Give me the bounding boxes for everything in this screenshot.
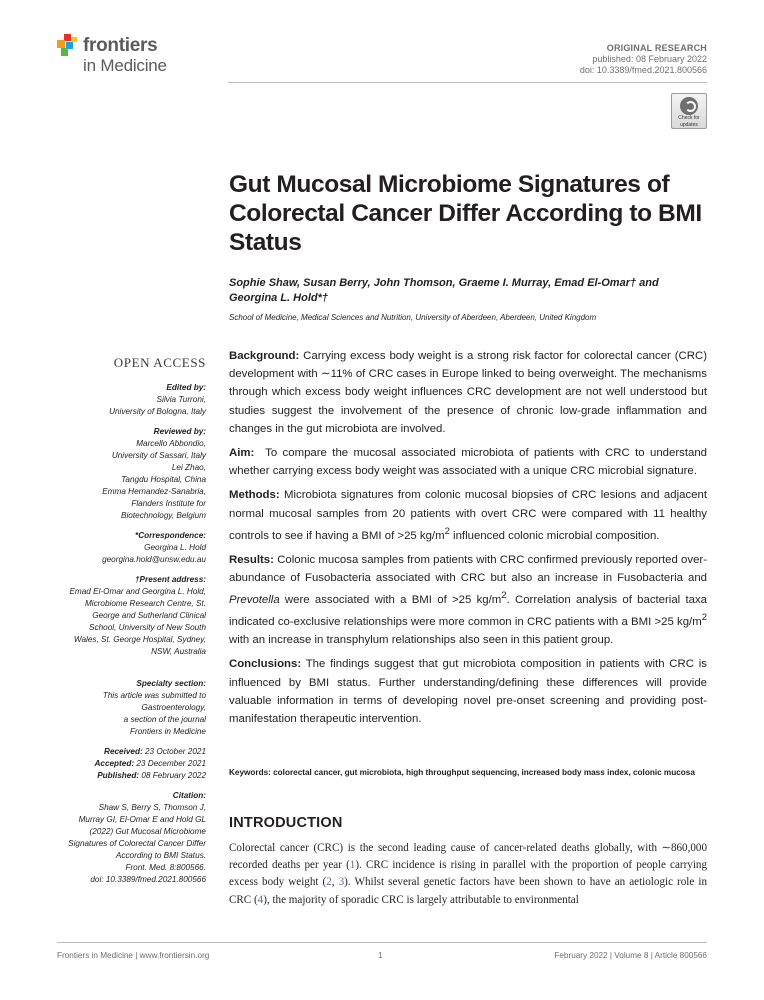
- keywords: Keywords: colorectal cancer, gut microbiota, high throughput sequencing, increased body mass index, colonic mucosa: [229, 768, 695, 777]
- correspondence-name: Georgina L. Hold: [144, 543, 206, 552]
- specialty-line: This article was submitted to: [102, 691, 206, 700]
- check-updates-label-2: updates: [680, 121, 698, 128]
- published-date: published: 08 February 2022: [592, 54, 707, 64]
- citation-link[interactable]: 2: [326, 876, 332, 889]
- citation-link[interactable]: 4: [257, 893, 264, 906]
- logo-journal: in Medicine: [83, 56, 167, 75]
- abstract-aim: Aim: To compare the mucosal associated microbiota of patients with CRC to understand whether carrying excess body weight was associated with a unique CRC microbial signature.: [229, 447, 707, 478]
- introduction-paragraph: Colorectal cancer (CRC) is the second leading cause of cancer-related deaths globally, with ∼860,000 recorded deaths per year (1). CRC incidence is rising in parallel with the proportion of people carrying excess body weight (2, 3). Whilst several genetic factors have been shown to have an aetiologic role in CRC (4), the majority of sporadic CRC is largely attributable to environmental: [229, 842, 707, 906]
- article-sidebar: [42, 355, 206, 886]
- accepted-date: Accepted: 23 December 2021: [94, 759, 206, 768]
- reviewer-line: Emma Hernandez-Sanabria,: [102, 487, 206, 496]
- citation-label: Citation:: [172, 791, 206, 800]
- check-for-updates-button[interactable]: [671, 93, 707, 129]
- correspondence-email[interactable]: georgina.hold@unsw.edu.au: [102, 555, 206, 564]
- reviewer-line: Marcello Abbondio,: [136, 439, 206, 448]
- article-meta: [580, 43, 707, 76]
- journal-logo: [57, 32, 197, 78]
- edited-by-label: Edited by:: [166, 383, 206, 392]
- citation-line: Signatures of Colorectal Cancer Differ: [68, 839, 206, 848]
- affiliation: School of Medicine, Medical Sciences and Nutrition, University of Aberdeen, Aberdeen, United Kingdom: [229, 313, 597, 322]
- article-title: Gut Mucosal Microbiome Signatures of Colorectal Cancer Differ According to BMI Status: [229, 171, 702, 256]
- abstract-methods: Methods: Microbiota signatures from colonic mucosal biopsies of CRC lesions and adjacent normal mucosal samples from 20 patients with overt CRC were compared with 11 healthy controls to see if having a BMI of >25 $kg/m^2$ influenced colonic microbial composition.: [229, 489, 707, 542]
- doi[interactable]: doi: 10.3389/fmed.2021.800566: [579, 65, 707, 75]
- published-date-sidebar: Published: 08 February 2022: [97, 771, 206, 780]
- check-updates-label-1: Check for: [678, 115, 700, 121]
- section-heading-introduction: INTRODUCTION: [229, 815, 343, 831]
- reviewed-by-label: Reviewed by:: [153, 427, 206, 436]
- page-number: 1: [378, 951, 383, 960]
- reviewer-line: Tangdu Hospital, China: [121, 475, 206, 484]
- abstract-results: Results: Colonic mucosa samples from patients with CRC confirmed previously reported over-abundance of Fusobacteria associated with CRC but also an increase in Fusobacteria and Prevotella were associated with a BMI of >25 $kg/m^2$. Correlation analysis of bacterial taxa indicated co-exclusive relationships were more common in CRC patients with a BMI >25 $kg/m^2$ with an increase in transphylum relationships also seen in this patient group.: [229, 553, 707, 647]
- citation-doi[interactable]: doi: 10.3389/fmed.2021.800566: [90, 875, 206, 884]
- correspondence-label: *Correspondence:: [135, 531, 206, 540]
- citation-line: Murray GI, El-Omar E and Hold GL: [78, 815, 206, 824]
- reviewer-line: Lei Zhao,: [171, 463, 206, 472]
- citation-link[interactable]: 1: [349, 859, 356, 872]
- reviewer-line: Biotechnology, Belgium: [121, 511, 206, 520]
- citation-line: Shaw S, Berry S, Thomson J,: [98, 803, 206, 812]
- citation-line: Front. Med. 8:800566.: [125, 863, 206, 872]
- footer-divider: [57, 942, 707, 943]
- reviewer-line: University of Sassari, Italy: [111, 451, 206, 460]
- abstract-background: Background: Carrying excess body weight is a strong risk factor for colorectal cancer (CRC) development with ∼11% of CRC cases in Europe linked to being overweight. The mechanisms through which excess body weight influences CRC development are not well understood but studies suggest the involvement of the presence of chronic low-grade inflammation and changes in the gut microbiota are involved.: [229, 350, 707, 435]
- open-access-label: OPEN ACCESS: [113, 355, 206, 370]
- citation-line: (2022) Gut Mucosal Microbiome: [89, 827, 206, 836]
- author-list: Sophie Shaw, Susan Berry, John Thomson, Graeme I. Murray, Emad El-Omar† and Georgina L. Hold*†: [229, 277, 659, 304]
- article-type: ORIGINAL RESEARCH: [606, 43, 707, 53]
- reviewer-line: Flanders Institute for: [131, 499, 206, 508]
- abstract: [229, 347, 707, 734]
- footer-issue: February 2022 | Volume 8 | Article 800566: [554, 951, 707, 960]
- specialty-line: a section of the journal: [123, 715, 206, 724]
- check-updates-icon: [680, 97, 698, 115]
- specialty-line: Frontiers in Medicine: [130, 727, 206, 736]
- received-date: Received: 23 October 2021: [104, 747, 206, 756]
- address-line: George and Sutherland Clinical: [92, 611, 206, 620]
- address-line: Emad El-Omar and Georgina L. Hold,: [69, 587, 206, 596]
- citation-line: According to BMI Status.: [115, 851, 206, 860]
- footer-journal[interactable]: Frontiers in Medicine | www.frontiersin.org: [57, 951, 210, 960]
- citation-link[interactable]: 3: [338, 876, 345, 889]
- present-address-label: †Present address:: [135, 575, 206, 584]
- address-line: School, University of New South: [89, 623, 206, 632]
- header-divider: [228, 82, 707, 83]
- frontiers-logo-icon: [57, 34, 81, 60]
- specialty-line: Gastroenterology,: [141, 703, 206, 712]
- logo-frontiers: frontiers: [83, 35, 158, 56]
- address-line: Microbiome Research Centre, St.: [84, 599, 206, 608]
- editor-line: Silvia Turroni,: [156, 395, 206, 404]
- address-line: NSW, Australia: [151, 647, 206, 656]
- abstract-conclusions: Conclusions: The findings suggest that gut microbiota composition in patients with CRC is influenced by BMI status. Further understanding/defining these differences will provide valuable information in terms of developing novel pre-onset screening and providing post-manifestation therapeutic intervention.: [229, 658, 707, 726]
- editor-line: University of Bologna, Italy: [109, 407, 206, 416]
- address-line: Wales, St. George Hospital, Sydney,: [73, 635, 206, 644]
- specialty-label: Specialty section:: [136, 679, 206, 688]
